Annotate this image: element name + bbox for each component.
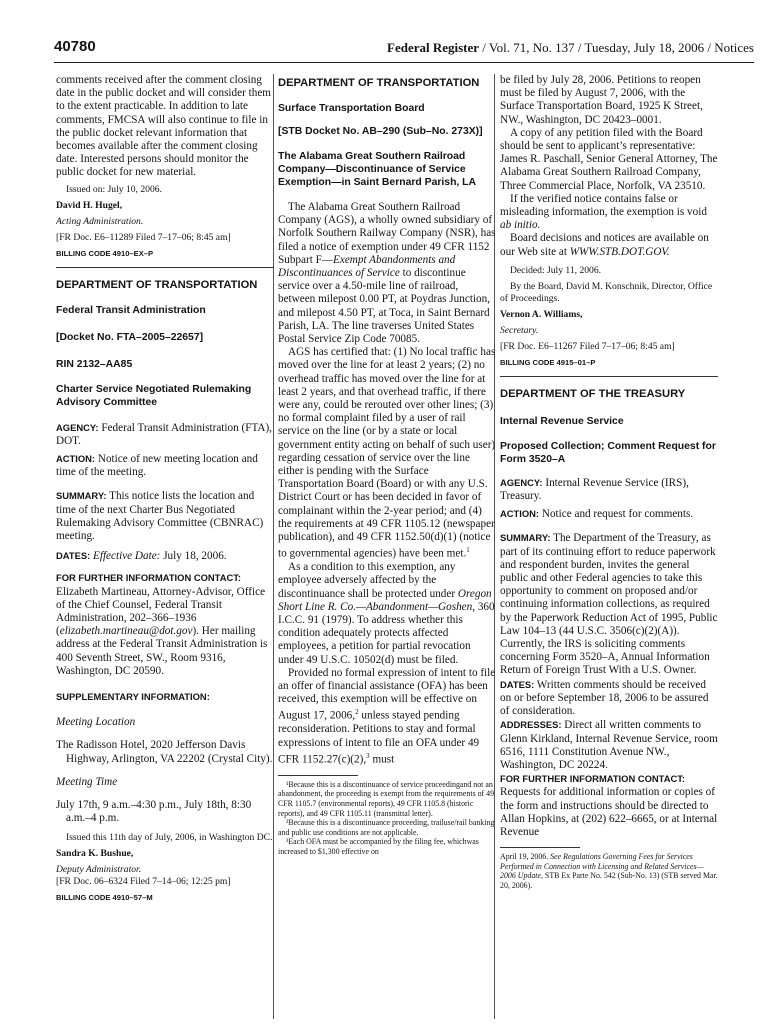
paragraph: [278, 346, 496, 561]
addresses-label: ADDRESSES:: [500, 719, 562, 731]
footnote: [500, 852, 718, 890]
summary-label: SUMMARY:: [500, 532, 551, 544]
text: The Alabama Great Southern Railroad Company (AGS), a wholly owned subsidiary of Norfolk Southern Railway Company (NSR), has filed a notice of exemption under 49 CFR 1152 Subpart F—: [278, 201, 496, 266]
summary-label: SUMMARY:: [56, 490, 107, 502]
paragraph: be filed by July 28, 2006. Petitions to reopen must be filed by August 7, 2006, with the Surface Transportation Board, 1925 K Street, NW., Washington, DC 20423–0001.: [500, 74, 703, 126]
italic-text: ab initio.: [500, 219, 541, 232]
signer-title: Deputy Administrator.: [56, 863, 142, 875]
text: As a condition to this exemption, any employee adversely affected by the discontinuance shall be protected under: [278, 561, 458, 600]
billing-code: BILLING CODE 4915–01–P: [500, 357, 596, 367]
contact-label: FOR FURTHER INFORMATION CONTACT:: [56, 572, 242, 584]
text: , 360 I.C.C. 91 (1979). To address whether this condition adequately protects affected employees, a petition for partial revocation under 49 U.S.C. 10502(d) must be filed.: [278, 600, 495, 666]
issued-line: Issued this 11th day of July, 2006, in Washington DC.: [66, 831, 273, 843]
text: If the verified notice contains false or misleading information, the exemption is void: [500, 192, 707, 219]
by-board-line: By the Board, David M. Konschnik, Director, Office of Proceedings.: [500, 280, 713, 304]
paragraph: [500, 232, 718, 258]
action-line: [56, 452, 274, 479]
summary-text: This notice lists the location and time of the next Charter Bus Negotiated Rulemaking Advisory Committee (CBNRAC) meeting.: [56, 490, 264, 543]
agency-text: Internal Revenue Service (IRS), Treasury.: [500, 476, 689, 503]
footnote-ref: 1: [466, 546, 470, 555]
notice-title: Proposed Collection; Comment Request for Form 3520–A: [500, 440, 716, 465]
agency-label: AGENCY:: [56, 421, 99, 433]
contact-label-line: [500, 772, 718, 786]
signer-name: Vernon A. Williams,: [500, 308, 583, 320]
meeting-time: July 17th, 9 a.m.–4:30 p.m., July 18th, 8:30 a.m.–4 p.m.: [56, 799, 252, 825]
docket-number: [STB Docket No. AB–290 (Sub–No. 273X)]: [278, 126, 483, 137]
issue-info: / Vol. 71, No. 137 / Tuesday, July 18, 2006 / Notices: [479, 40, 754, 55]
signer-title: Acting Administration.: [56, 215, 144, 227]
register-title: Federal Register: [387, 40, 480, 55]
text: Board decisions and notices are available on our Web site at: [500, 232, 709, 258]
addresses-line: [500, 718, 718, 772]
footnote-ref: 3: [366, 751, 370, 760]
meeting-location-heading: Meeting Location: [56, 716, 136, 729]
column-middle: [278, 74, 496, 1019]
notice-title: The Alabama Great Southern Railroad Company—Discontinuance of Service Exemption—in Saint Bernard Parish, LA: [278, 151, 477, 188]
agency-line: [500, 476, 718, 503]
website-link[interactable]: WWW.STB.DOT.GOV.: [569, 245, 670, 258]
decided-line: Decided: July 11, 2006.: [510, 264, 602, 276]
issued-line: Issued on: July 10, 2006.: [66, 183, 162, 195]
page-number: 40780: [54, 38, 96, 55]
footnote-rule: [278, 775, 358, 776]
footnote: ²Because this is a discontinuance proceeding, trailuse/rail banking and public use conditions are not applicable.: [278, 818, 495, 837]
column-left: [56, 74, 274, 1019]
text: Provided no formal expression of intent to file an offer of financial assistance (OFA) has been received, this exemption will be effective on August 17, 2006,: [278, 666, 496, 723]
meeting-time-heading: Meeting Time: [56, 775, 118, 788]
italic-text: Exempt Abandonments and Discontinuances of Service: [278, 253, 456, 280]
agency-text: Federal Transit Administration (FTA), DOT.: [56, 421, 272, 447]
agency-line: [56, 421, 274, 448]
agency-label: AGENCY:: [500, 476, 543, 488]
department-heading: DEPARTMENT OF TRANSPORTATION: [278, 77, 480, 89]
text: to discontinue service over a 4.50-mile line of railroad, between milepost 0.00 PT, at Poydras Junction, and milepost 4.50 PT, at Toca, in Saint Bernard Parish, LA. The line traverses United States Postal Service Zip Code 70085.: [278, 267, 491, 346]
rin-number: RIN 2132–AA85: [56, 358, 133, 370]
dates-label: DATES:: [56, 550, 91, 562]
action-text: Notice and request for comments.: [539, 508, 694, 521]
paragraph: [278, 561, 496, 667]
summary-text: The Department of the Treasury, as part of its continuing effort to reduce paperwork and respondent burden, invites the general public and other Federal agencies to take this opportunity to comment on proposed and/or continuing information collections, as required by the Paperwork Reduction Act of 1995, Public Law 104–13 (44 U.S.C. 3506(c)(2)(A)). Currently, the IRS is soliciting comments concerning Form 3520–A, Annual Information Return of Foreign Trust With a U.S. Owner.: [500, 532, 718, 677]
meeting-location: The Radisson Hotel, 2020 Jefferson Davis Highway, Arlington, VA 22202 (Crystal City).: [56, 739, 273, 765]
signer-title: Secretary.: [500, 324, 539, 336]
header-rule: [54, 62, 754, 63]
text: must: [369, 753, 395, 766]
dates-italic: Effective Date:: [90, 550, 161, 563]
text: unless stayed pending reconsideration. Petitions to stay and formal expressions of intent to file an OFA under 49 CFR 1152.27(c)(2),: [278, 710, 480, 766]
contact-text-2: ). Her mailing address at the Federal Transit Administration is 400 Seventh Street, SW., Room 9316, Washington, DC 20590.: [56, 625, 268, 677]
action-label: ACTION:: [500, 508, 540, 520]
section-separator: [500, 376, 718, 377]
text: April 19, 2006.: [500, 852, 551, 862]
department-heading: DEPARTMENT OF TRANSPORTATION: [56, 278, 258, 291]
fr-doc: [FR Doc. E6–11267 Filed 7–17–06; 8:45 am]: [500, 340, 675, 352]
paragraph: [278, 667, 496, 767]
paragraph: A copy of any petition filed with the Board should be sent to applicant’s representative: James R. Paschall, Senior General Attorney, The Alabama Great Southern Railroad Company, Three Commercial Place, Norfolk, VA 23510.: [500, 126, 718, 192]
text: AGS has certified that: (1) No local traffic has moved over the line for at least 2 years; (2) no overhead traffic has moved over the line for at least 2 years, and that overhead traffic, if there were any, could be rerouted over other lines; (3) no formal complaint filed by a user of rail service on the line (or by a state or local government entity acting on behalf of such user) regarding cessation of service over the line either is pending with the Surface Transportation Board (Board) or with any U.S. District Court or has been decided in favor of complainant within the 2-year period; and (4) the requirements at 49 CFR 1105.12 (newspaper publication), and 49 CFR 1152.50(d)(1) (notice to governmental agencies) have been met.: [278, 346, 496, 561]
dates-text: July 18, 2006.: [160, 550, 227, 563]
dates-line: [500, 678, 718, 719]
dates-line: [56, 549, 274, 563]
contact-text: [56, 586, 274, 678]
italic-text: See Regulations Governing Fees for Services Performed in Connection with Licensing and Related Services—2006 Update: [500, 852, 704, 881]
signer-name: Sandra K. Bushue,: [56, 847, 134, 859]
summary-line: [500, 531, 718, 677]
action-line: [500, 507, 718, 521]
agency-heading: Internal Revenue Service: [500, 415, 624, 427]
footnote-rule: [500, 847, 580, 848]
contact-label-line: [56, 571, 274, 585]
section-separator: [56, 267, 274, 268]
billing-code: BILLING CODE 4910–EX–P: [56, 248, 154, 258]
dates-label: DATES:: [500, 678, 535, 690]
fr-doc: [FR Doc. E6–11289 Filed 7–17–06; 8:45 am]: [56, 231, 231, 243]
paragraph: [278, 201, 496, 346]
billing-code: BILLING CODE 4910–57–M: [56, 892, 153, 902]
summary-line: [56, 489, 274, 543]
signer-name: David H. Hugel,: [56, 199, 123, 211]
addresses-text: Direct all written comments to Glenn Kirkland, Internal Revenue Service, room 6516, 1111 Constitution Avenue NW., Washington, DC 20224.: [500, 719, 718, 771]
agency-heading: Surface Transportation Board: [278, 103, 425, 114]
agency-heading: Federal Transit Administration: [56, 304, 206, 316]
column-right: [500, 74, 718, 1019]
footnote: ³Each OFA must be accompanied by the filing fee, whichwas increased to $1,300 effective on: [278, 837, 479, 856]
footnote-ref: 2: [355, 708, 359, 717]
dates-text: Written comments should be received on or before September 18, 2006 to be assured of consideration.: [500, 678, 709, 718]
notice-title: Charter Service Negotiated Rulemaking Advisory Committee: [56, 383, 252, 408]
paragraph: comments received after the comment closing date in the public docket and will consider them to the extent practicable. In addition to late comments, FMCSA will also continue to file in the public docket relevant information that becomes available after the comment closing date. Interested persons should monitor the public docket for new material.: [56, 74, 271, 179]
contact-email-link[interactable]: elizabeth.martineau@dot.gov: [59, 625, 193, 638]
text: , STB Ex Parte No. 542 (Sub-No. 13) (STB served Mar. 20, 2006).: [500, 871, 718, 890]
italic-text: Oregon Short Line R. Co.—Abandonment—Goshen: [278, 587, 492, 613]
supplementary-label: SUPPLEMENTARY INFORMATION:: [56, 691, 210, 703]
footnote: ¹Because this is a discontinuance of service proceedingand not an abandonment, the proceeding is exempt from the requirements of 49 CFR 1105.7 (environmental reports), 49 CFR 1105.8 (historic reports), and 49 CFR 1105.11 (transmittal letter).: [278, 779, 495, 818]
running-header: [387, 40, 754, 56]
contact-text-1: Elizabeth Martineau, Attorney-Advisor, Office of the Chief Counsel, Federal Transit Administration, 202–366–1936 (: [56, 585, 266, 638]
action-label: ACTION:: [56, 453, 96, 465]
page-header: [54, 38, 754, 60]
action-text: Notice of new meeting location and time of the meeting.: [56, 453, 258, 479]
contact-label: FOR FURTHER INFORMATION CONTACT:: [500, 773, 686, 785]
contact-text: Requests for additional information or copies of the form and instructions should be directed to Allan Hopkins, at (202) 622–6665, or at Internal Revenue: [500, 786, 718, 838]
supplementary-label-line: [56, 690, 274, 704]
fr-doc: [FR Doc. 06–6324 Filed 7–14–06; 12:25 pm]: [56, 875, 231, 887]
department-heading: DEPARTMENT OF THE TREASURY: [500, 387, 686, 400]
docket-number: [Docket No. FTA–2005–22657]: [56, 331, 204, 343]
paragraph: [500, 193, 718, 233]
